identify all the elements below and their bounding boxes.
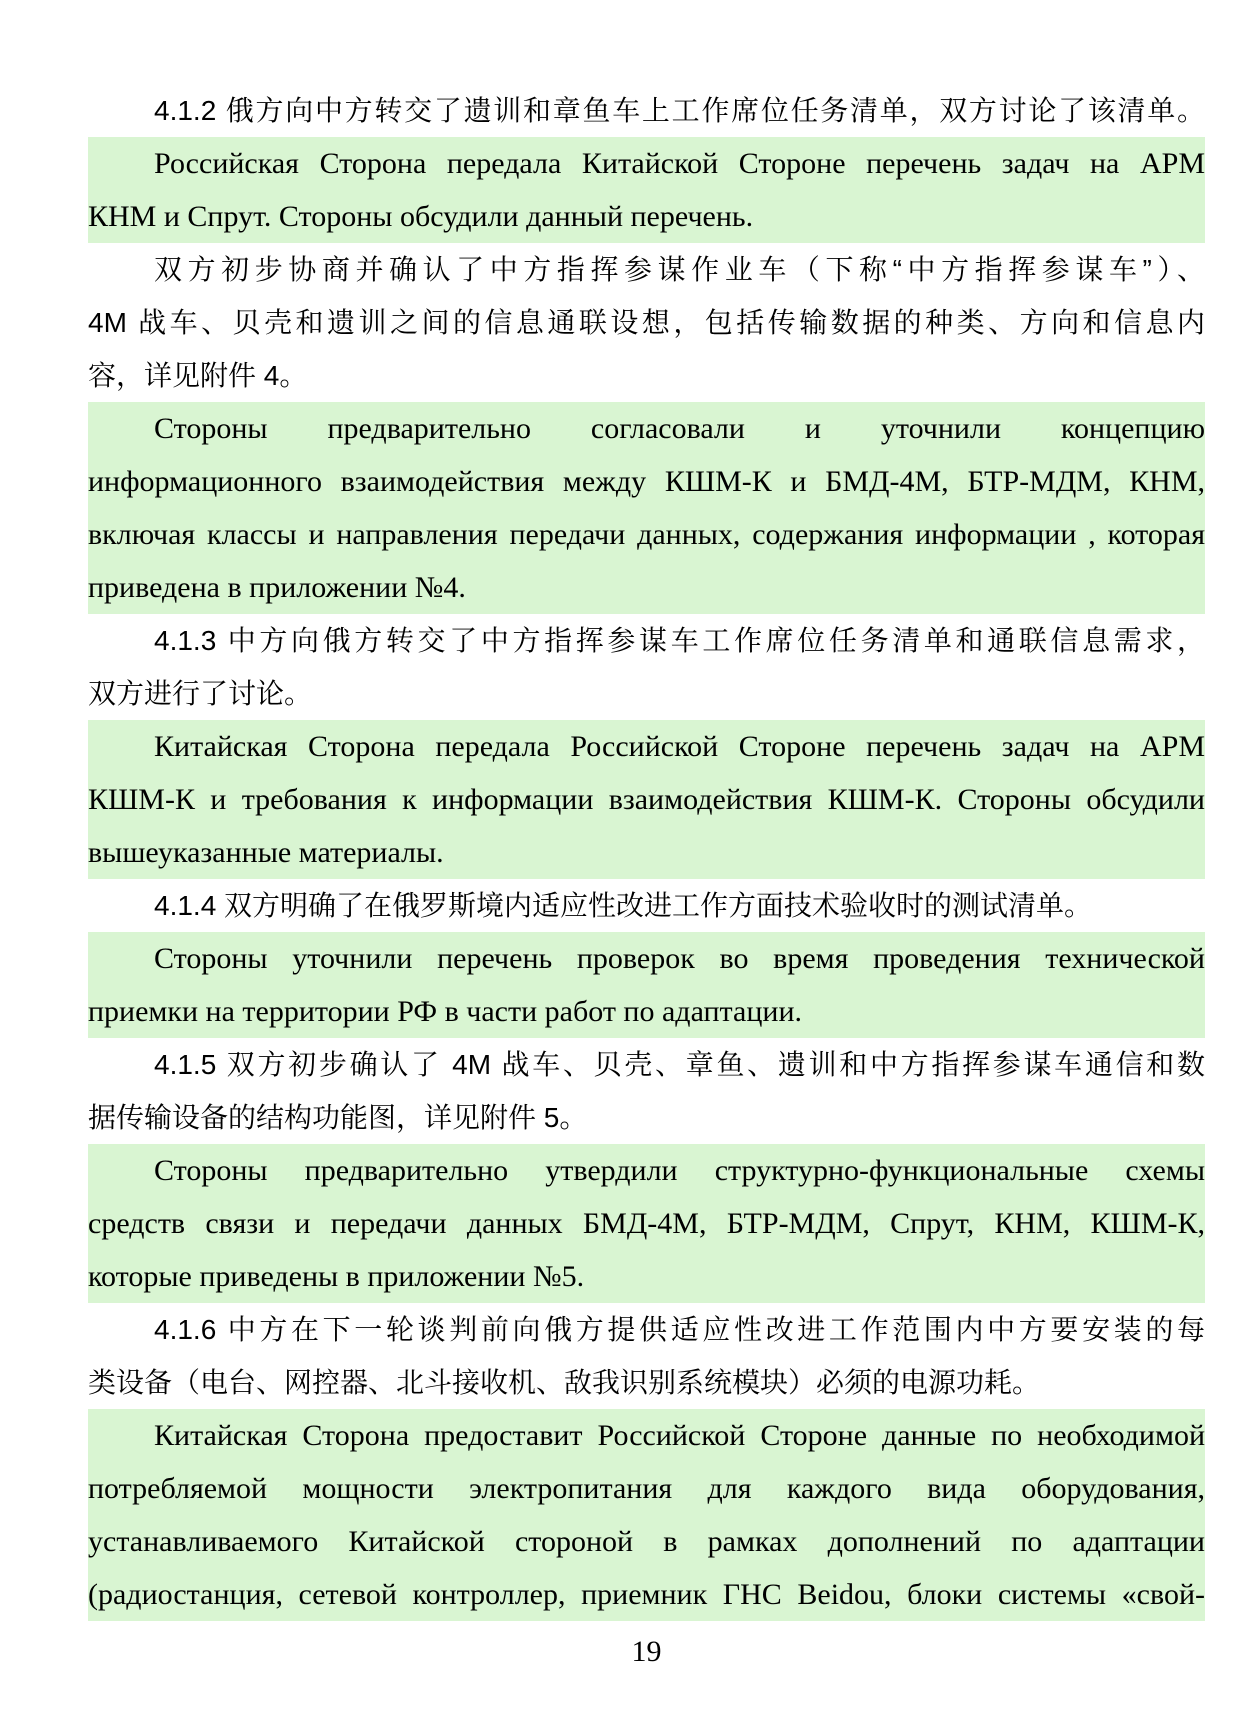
paragraph-line: 4.1.6 中方在下一轮谈判前向俄方提供适应性改进工作范围内中方要安装的每 (154, 1314, 1205, 1345)
paragraph-line: 4.1.4 双方明确了在俄罗斯境内适应性改进工作方面技术验收时的测试清单。 (154, 890, 1093, 921)
paragraph-line: 双方初步协商并确认了中方指挥参谋作业车（下称“中方指挥参谋车”）、 (154, 254, 1205, 285)
paragraph-line: КНМ и Спрут. Стороны обсудили данный перечень. (88, 200, 754, 233)
paragraph-line: 双方进行了讨论。 (88, 678, 313, 709)
paragraph-line: Российская Сторона передала Китайской Стороне перечень задач на АРМ (154, 147, 1205, 180)
clause-4.1.5-ru (88, 1144, 1205, 1303)
clause-4.1.6-ru (88, 1409, 1205, 1621)
paragraph-line: (радиостанция, сетевой контроллер, приемник ГНС Beidou, блоки системы «свой- (88, 1578, 1205, 1611)
paragraph-line: Стороны уточнили перечень проверок во время проведения технической (154, 942, 1205, 975)
clause-4.1.2-note-ru (88, 402, 1205, 614)
clause-4.1.5-zh (88, 1038, 1205, 1144)
paragraph-line: 类设备（电台、网控器、北斗接收机、敌我识别系统模块）必须的电源功耗。 (88, 1367, 1041, 1398)
paragraph-line: 4.1.3 中方向俄方转交了中方指挥参谋车工作席位任务清单和通联信息需求， (154, 625, 1205, 656)
clause-4.1.4-ru (88, 932, 1205, 1038)
paragraph-line: которые приведены в приложении №5. (88, 1260, 585, 1293)
paragraph-line: Китайская Сторона передала Российской Стороне перечень задач на АРМ (154, 730, 1205, 763)
clause-4.1.4-zh (88, 879, 1205, 932)
page-number: 19 (631, 1635, 662, 1668)
clause-4.1.2-ru (88, 137, 1205, 243)
paragraph-line: вышеуказанные материалы. (88, 836, 444, 869)
paragraph-line: 据传输设备的结构功能图，详见附件 5。 (88, 1102, 588, 1133)
paragraph-line: приемки на территории РФ в части работ по адаптации. (88, 995, 802, 1028)
clause-4.1.3-ru (88, 720, 1205, 879)
clause-4.1.3-zh (88, 614, 1205, 720)
paragraph-line: устанавливаемого Китайской стороной в рамках дополнений по адаптации (88, 1525, 1205, 1558)
clause-4.1.2-note-zh (88, 243, 1205, 402)
paragraph-line: потребляемой мощности электропитания для каждого вида оборудования, (88, 1472, 1205, 1505)
paragraph-line: включая классы и направления передачи данных, содержания информации , которая (88, 518, 1205, 551)
paragraph-line: приведена в приложении №4. (88, 571, 466, 604)
clause-4.1.2-zh (88, 84, 1205, 137)
paragraph-line: 4.1.5 双方初步确认了 4M 战车、贝壳、章鱼、遗训和中方指挥参谋车通信和数 (154, 1049, 1205, 1080)
paragraph-line: 4M 战车、贝壳和遗训之间的信息通联设想，包括传输数据的种类、方向和信息内 (88, 307, 1205, 338)
paragraph-line: Стороны предварительно утвердили структурно-функциональные схемы (154, 1154, 1205, 1187)
paragraph-line: КШМ-К и требования к информации взаимодействия КШМ-К. Стороны обсудили (88, 783, 1205, 816)
paragraph-line: 4.1.2 俄方向中方转交了遗训和章鱼车上工作席位任务清单，双方讨论了该清单。 (154, 95, 1205, 126)
clause-4.1.6-zh (88, 1303, 1205, 1409)
paragraph-line: информационного взаимодействия между КШМ-К и БМД-4М, БТР-МДМ, КНМ, (88, 465, 1205, 498)
paragraph-line: 容，详见附件 4。 (88, 360, 308, 391)
paragraph-line: Стороны предварительно согласовали и уточнили концепцию (154, 412, 1205, 445)
paragraph-line: средств связи и передачи данных БМД-4М, БТР-МДМ, Спрут, КНМ, КШМ-К, (88, 1207, 1205, 1240)
paragraph-line: Китайская Сторона предоставит Российской Стороне данные по необходимой (154, 1419, 1205, 1452)
